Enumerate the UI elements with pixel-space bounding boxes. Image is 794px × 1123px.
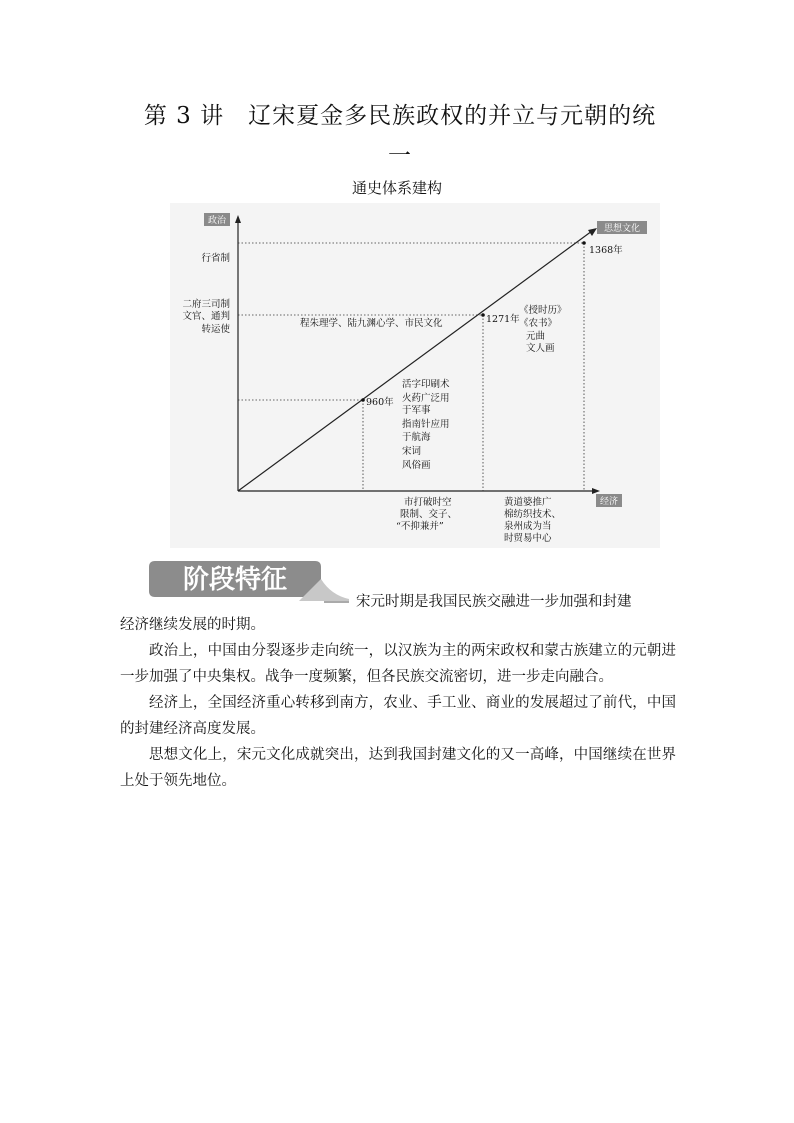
history-structure-diagram [170, 203, 660, 548]
culture-960-item: 活字印刷术 [402, 379, 450, 390]
culture-960-item: 于军事 [402, 405, 431, 416]
economy-yuan-item: 泉州成为当 [504, 521, 552, 532]
culture-960-item: 宋词 [402, 446, 422, 457]
culture-1271-item: 《农书》 [519, 318, 558, 329]
politics-tag-label: 政治 [207, 216, 227, 226]
title-line-1: 第 3 讲 辽宋夏金多民族政权的并立与元朝的统 [143, 103, 657, 129]
title-line-2: 一 [388, 143, 412, 169]
section-subtitle: 通史体系建构 [351, 179, 442, 197]
stage-intro: 宋元时期是我国民族交融进一步加强和封建 [356, 594, 632, 610]
culture-1271-item: 文人画 [526, 343, 555, 354]
culture-960-item: 于航海 [402, 432, 431, 443]
culture-mid-label: 程朱理学、陆九渊心学、市民文化 [300, 318, 443, 329]
year-point-1271 [481, 313, 485, 317]
culture-960-item: 火药广泛用 [402, 393, 450, 404]
economy-song-item: “不抑兼并” [396, 521, 444, 532]
economy-yuan-item: 时贸易中心 [504, 533, 552, 544]
year-1271: 1271年 [486, 314, 520, 325]
year-960: 960年 [366, 397, 394, 408]
politics-label: 文官、通判 [182, 311, 230, 322]
culture-1271-item: 《授时历》 [519, 305, 567, 316]
politics-label: 转运使 [201, 324, 230, 335]
paragraph-politics: 政治上，中国由分裂逐步走向统一，以汉族为主的两宋政权和蒙古族建立的元朝进一步加强了中央集权。战争一度频繁，但各民族交流密切，进一步走向融合。 [120, 643, 676, 685]
year-1368: 1368年 [589, 245, 623, 256]
year-point-1368 [582, 241, 586, 245]
year-point-960 [361, 398, 365, 402]
economy-tag-label: 经济 [599, 497, 619, 507]
culture-tag-label: 思想文化 [603, 224, 641, 234]
stage-badge [149, 557, 349, 604]
page-title [120, 96, 680, 176]
economy-song-item: 限制、交子、 [400, 509, 458, 520]
paragraph-economy: 经济上，全国经济重心转移到南方，农业、手工业、商业的发展超过了前代，中国的封建经济高度发展。 [120, 695, 676, 737]
stage-badge-label: 阶段特征 [182, 565, 288, 595]
economy-yuan-item: 黄道婆推广 [504, 497, 552, 508]
culture-960-item: 指南针应用 [402, 419, 450, 430]
economy-song-item: 市打破时空 [404, 497, 452, 508]
culture-1271-item: 元曲 [526, 331, 546, 342]
economy-yuan-item: 棉纺织技术、 [504, 509, 562, 520]
politics-label: 二府三司制 [182, 299, 230, 310]
paragraph-culture: 思想文化上，宋元文化成就突出，达到我国封建文化的又一高峰，中国继续在世界上处于领先地位。 [120, 747, 676, 789]
culture-960-item: 风俗画 [402, 460, 431, 471]
stage-body [120, 612, 676, 794]
stage-intro-continued: 经济继续发展的时期。 [120, 617, 265, 633]
politics-label: 行省制 [201, 253, 230, 264]
